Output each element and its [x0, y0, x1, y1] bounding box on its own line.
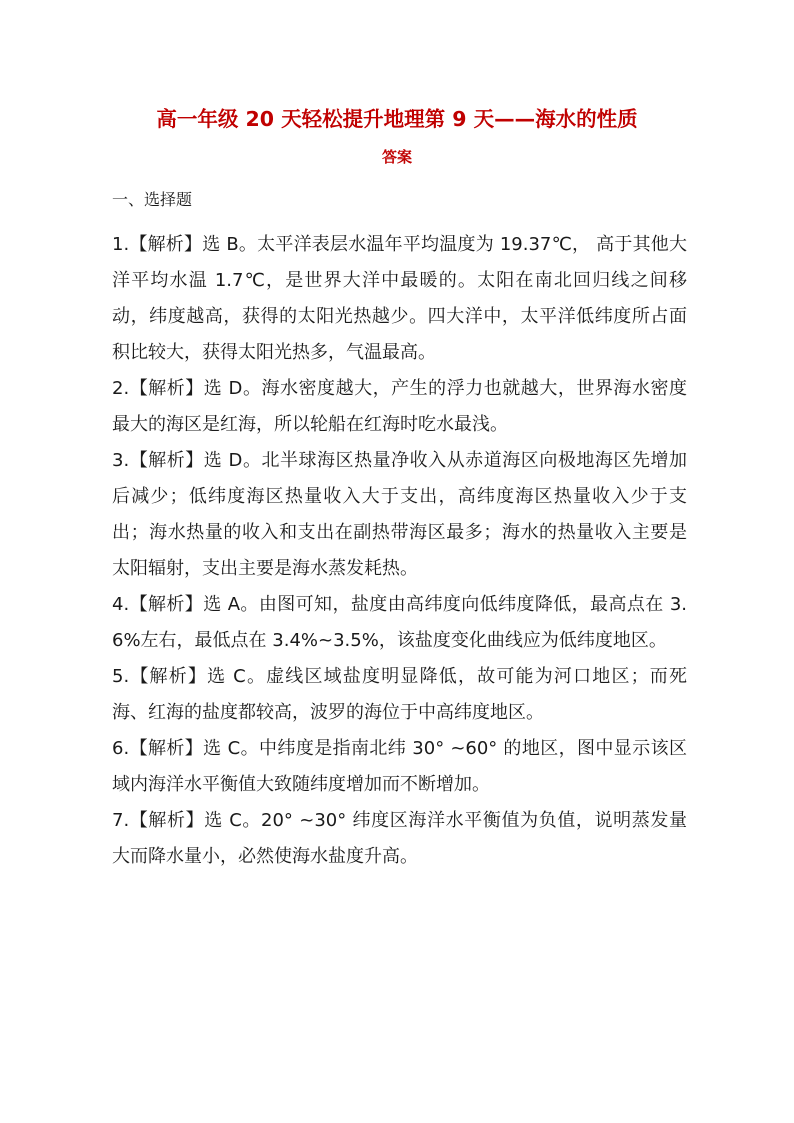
answer-item-5: 5.【解析】选 C。虚线区域盐度明显降低，故可能为河口地区；而死海、红海的盐度都较高，波罗的海位于中高纬度地区。	[112, 666, 687, 723]
document-title: 高一年级 20 天轻松提升地理第 9 天——海水的性质	[156, 107, 638, 131]
answer-item-7: 7.【解析】选 C。20° ~30° 纬度区海洋水平衡值为负值，说明蒸发量大而降水量小，必然使海水盐度升高。	[112, 810, 687, 867]
answer-item-1: 1.【解析】选 B。太平洋表层水温年平均温度为 19.37℃， 高于其他大洋平均水温 1.7℃，是世界大洋中最暖的。太阳在南北回归线之间移动，纬度越高，获得的太阳光热越少。四大洋中，太平洋低纬度所占面积比较大，获得太阳光热多，气温最高。	[112, 234, 687, 363]
section-heading: 一、选择题	[112, 190, 193, 209]
document-subtitle: 答案	[381, 148, 412, 166]
answer-item-3: 3.【解析】选 D。北半球海区热量净收入从赤道海区向极地海区先增加后减少；低纬度海区热量收入大于支出，高纬度海区热量收入少于支出；海水热量的收入和支出在副热带海区最多；海水的热量收入主要是太阳辐射，支出主要是海水蒸发耗热。	[112, 450, 687, 579]
answer-item-2: 2.【解析】选 D。海水密度越大，产生的浮力也就越大，世界海水密度最大的海区是红海，所以轮船在红海时吃水最浅。	[112, 378, 687, 435]
answer-item-4: 4.【解析】选 A。由图可知，盐度由高纬度向低纬度降低，最高点在 3.6%左右，最低点在 3.4%~3.5%，该盐度变化曲线应为低纬度地区。	[112, 594, 687, 651]
answer-list	[112, 227, 687, 875]
answer-item-6: 6.【解析】选 C。中纬度是指南北纬 30° ~60° 的地区，图中显示该区域内海洋水平衡值大致随纬度增加而不断增加。	[112, 738, 687, 795]
